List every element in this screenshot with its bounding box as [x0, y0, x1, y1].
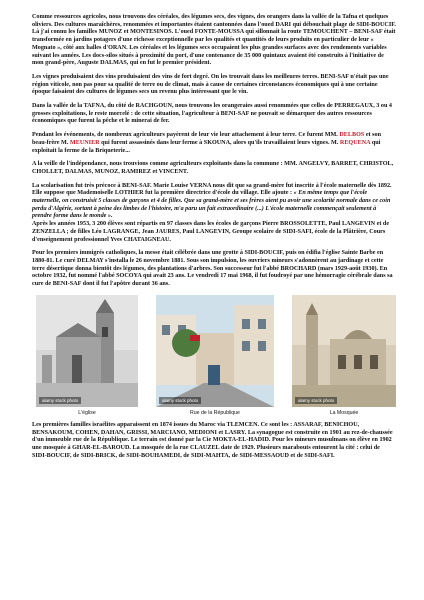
mosque-illustration [292, 295, 396, 407]
church-illustration [36, 295, 138, 407]
highlighted-name-delbos: DELBOS [339, 132, 365, 139]
paragraph-tafna: Dans la vallée de la TAFNA, du côté de RACHGOUN, nous trouvons les orangeraies aussi renommées que celles de PERREGAUX, 3 ou 4 grosses exploitations, le reste morcelé : de cette situation, l'agriculteur à BENI-SAF ne pouvait se démarquer des autres ressources économiques que furent la pêche et le minerai de fer. [32, 103, 392, 125]
photo-row [32, 295, 396, 420]
paragraph-catholiques: Pour les premiers immigrés catholiques, la messe était célébrée dans une grotte à SIDI-BOUCIF, puis on édifia l'église Sainte Barbe en 1880-81. Le curé DELMAY s'installa le 26 novembre 1881. Sous son impulsion, les ouvriers mineurs s'adonnèrent au jardinage et cette terre désertique donna bientôt des légumes, des plantations d'arbres. Son successeur fut l'abbé BROCHARD (mars 1929-août 1930). En octobre 1932, fut nommé l'abbé SOCOYA qui avait 23 ans. Le vendredi 17 mai 1968, il fut foudroyé par une hémorragie cérébrale dans sa cure de BENI-SAF dont il fut l'apôtre durant 36 ans. [32, 250, 393, 288]
text-segment: Après les années 1953, 3 200 élèves sont répartis en 97 classes dans les écoles de garçons Pierre BROSSOLETTE, Paul LANGEVIN et de ZENZELLA ; de filles Léo LAGRANGE, Jean JAURES, Paul LANGEVIN, Groupe scolaire de SIDI-SAFI, école de la Plâtrière, Cours d'enseignement professionnel Yves CHATAIGNEAU. [32, 221, 390, 243]
watermark: alamy stock photo [295, 397, 337, 404]
text-segment: et son beau-frère M. [32, 132, 382, 146]
paragraph-scolarisation [32, 183, 396, 245]
watermark: alamy stock photo [159, 397, 201, 404]
text-segment: qui exploitait la ferme de la Briqueterie... [32, 139, 381, 154]
photo-eglise [36, 295, 138, 407]
photo-rue [156, 295, 274, 407]
quote: « En même temps que l'école maternelle, on construisit 5 classes de garçons et 4 de filles. Que sa grand-mère et ses frères aient pu avoir une scolarité normale dans ce coin perdu d'Algérie, sortant à peine des limbes de l'histoire, m'a paru un fait extraordinaire (...) L'école maternelle commençait seulement à prendre forme dans le monde ». [32, 190, 391, 220]
watermark: alamy stock photo [39, 397, 81, 404]
caption-mosquee: La Mosquée [329, 409, 359, 416]
paragraph-evenements [32, 132, 396, 155]
paragraph-israelites: Les premières familles israélites apparaissent en 1874 issues du Maroc via TLEMCEN. Ce sont les : ASSARAF, BENICHOU, BENSAKOUM, COHEN, DAHAN, GRISSI, MARCIANO, MEDIONI et LASRY. La synagogue est construite en 1901 au rez-de-chaussée d'un immeuble rue de la République. Le terrain est donné par la Cie MOKTA-EL-HADID. Pour les mineurs musulmans on élève en 1902 une mosquée à GHAR-EL-BAROUD. La mosquée de la rue CLAUZEL date de 1929. Plusieurs marabouts entourent la cité : celui de SIDI-BOUCIF, de SIDI-BRICK, de SIDI-BOUHAMEDI, de SIDI-MAHTA, de SIDI-MESSAOUD et de SIDI-SAFI. [32, 421, 393, 459]
highlighted-name-meunier: MEUNIER [69, 139, 100, 146]
caption-rue: Rue de la République [190, 409, 240, 416]
paragraph-vignes: Les vignes produisaient des vins produisaient des vins de fort degré. On les trouvait dans les meilleures terres. BENI-SAF n'était pas une région viticole, non pas pour sa qualité de terre ou de climat, mais à cause de certaines circonstances économiques qui à une certaine époque faisaient des cultures de légumes secs un revenu plus intéressant que le vin. [32, 73, 389, 96]
photo-mosquee [292, 295, 396, 407]
paragraph-agriculteurs: A la veille de l'indépendance, nous trouvions comme agriculteurs exploitants dans la commune : MM. ANGELVY, BARRET, CHRISTOL, CHOLLET, DALMAS, MUNOZ, RAMIREZ et VINCENT. [32, 161, 394, 175]
text-segment: qui furent assassinés dans leur ferme à SKOUNA, alors qu'ils travaillaient leurs vignes. M. [99, 139, 340, 146]
text-segment: La scolarisation fut très précoce à BENI-SAF. Marie Louise VERNA nous dit que sa grand-mère fut inscrite à l'école maternelle dès 1892. Elle suppose que Mademoiselle LOTHIER fut la première directrice d'école du village. Elle ajoute : [32, 182, 392, 197]
street-illustration [156, 295, 274, 407]
paragraph-agriculture: Comme ressources agricoles, nous trouvons des céréales, des légumes secs, des vignes, des orangers dans la vallée de la Tafna et quelques oliviers. Des cultures maraîchères, renommées et importantes étaient cantonnées dans l'oued DARI qui débouchait plage de SIDI-BOUCIF. Là j'ai connu les familles MUNOZ et MONTESINOS. L'oued FONTE-MOUSSA qui sillonnait la route TEMOUCHENT – BENI-SAF était transformée en jardins potagers d'une richesse exceptionnelle par les qualités et quantités de leurs produits en particulier de leur « Mognato », côté aux halles d'ORAN. Les céréales et les légumes secs occupaient les plus grandes surfaces avec des rendements variables suivant les années. Les docs-silos situés à proximité du port, d'une contenance de 35 000 quintaux avaient été construits à l'initiative de mon grand-père, Auguste DALMAS, qui en fut le premier président. [32, 14, 396, 67]
text-segment: Pendant les événements, de nombreux agriculteurs payèrent de leur vie leur attachement à leur terre. Ce furent MM. [32, 132, 340, 139]
caption-eglise: L'église [78, 409, 96, 416]
highlighted-name-requena: REQUENA [339, 139, 371, 146]
